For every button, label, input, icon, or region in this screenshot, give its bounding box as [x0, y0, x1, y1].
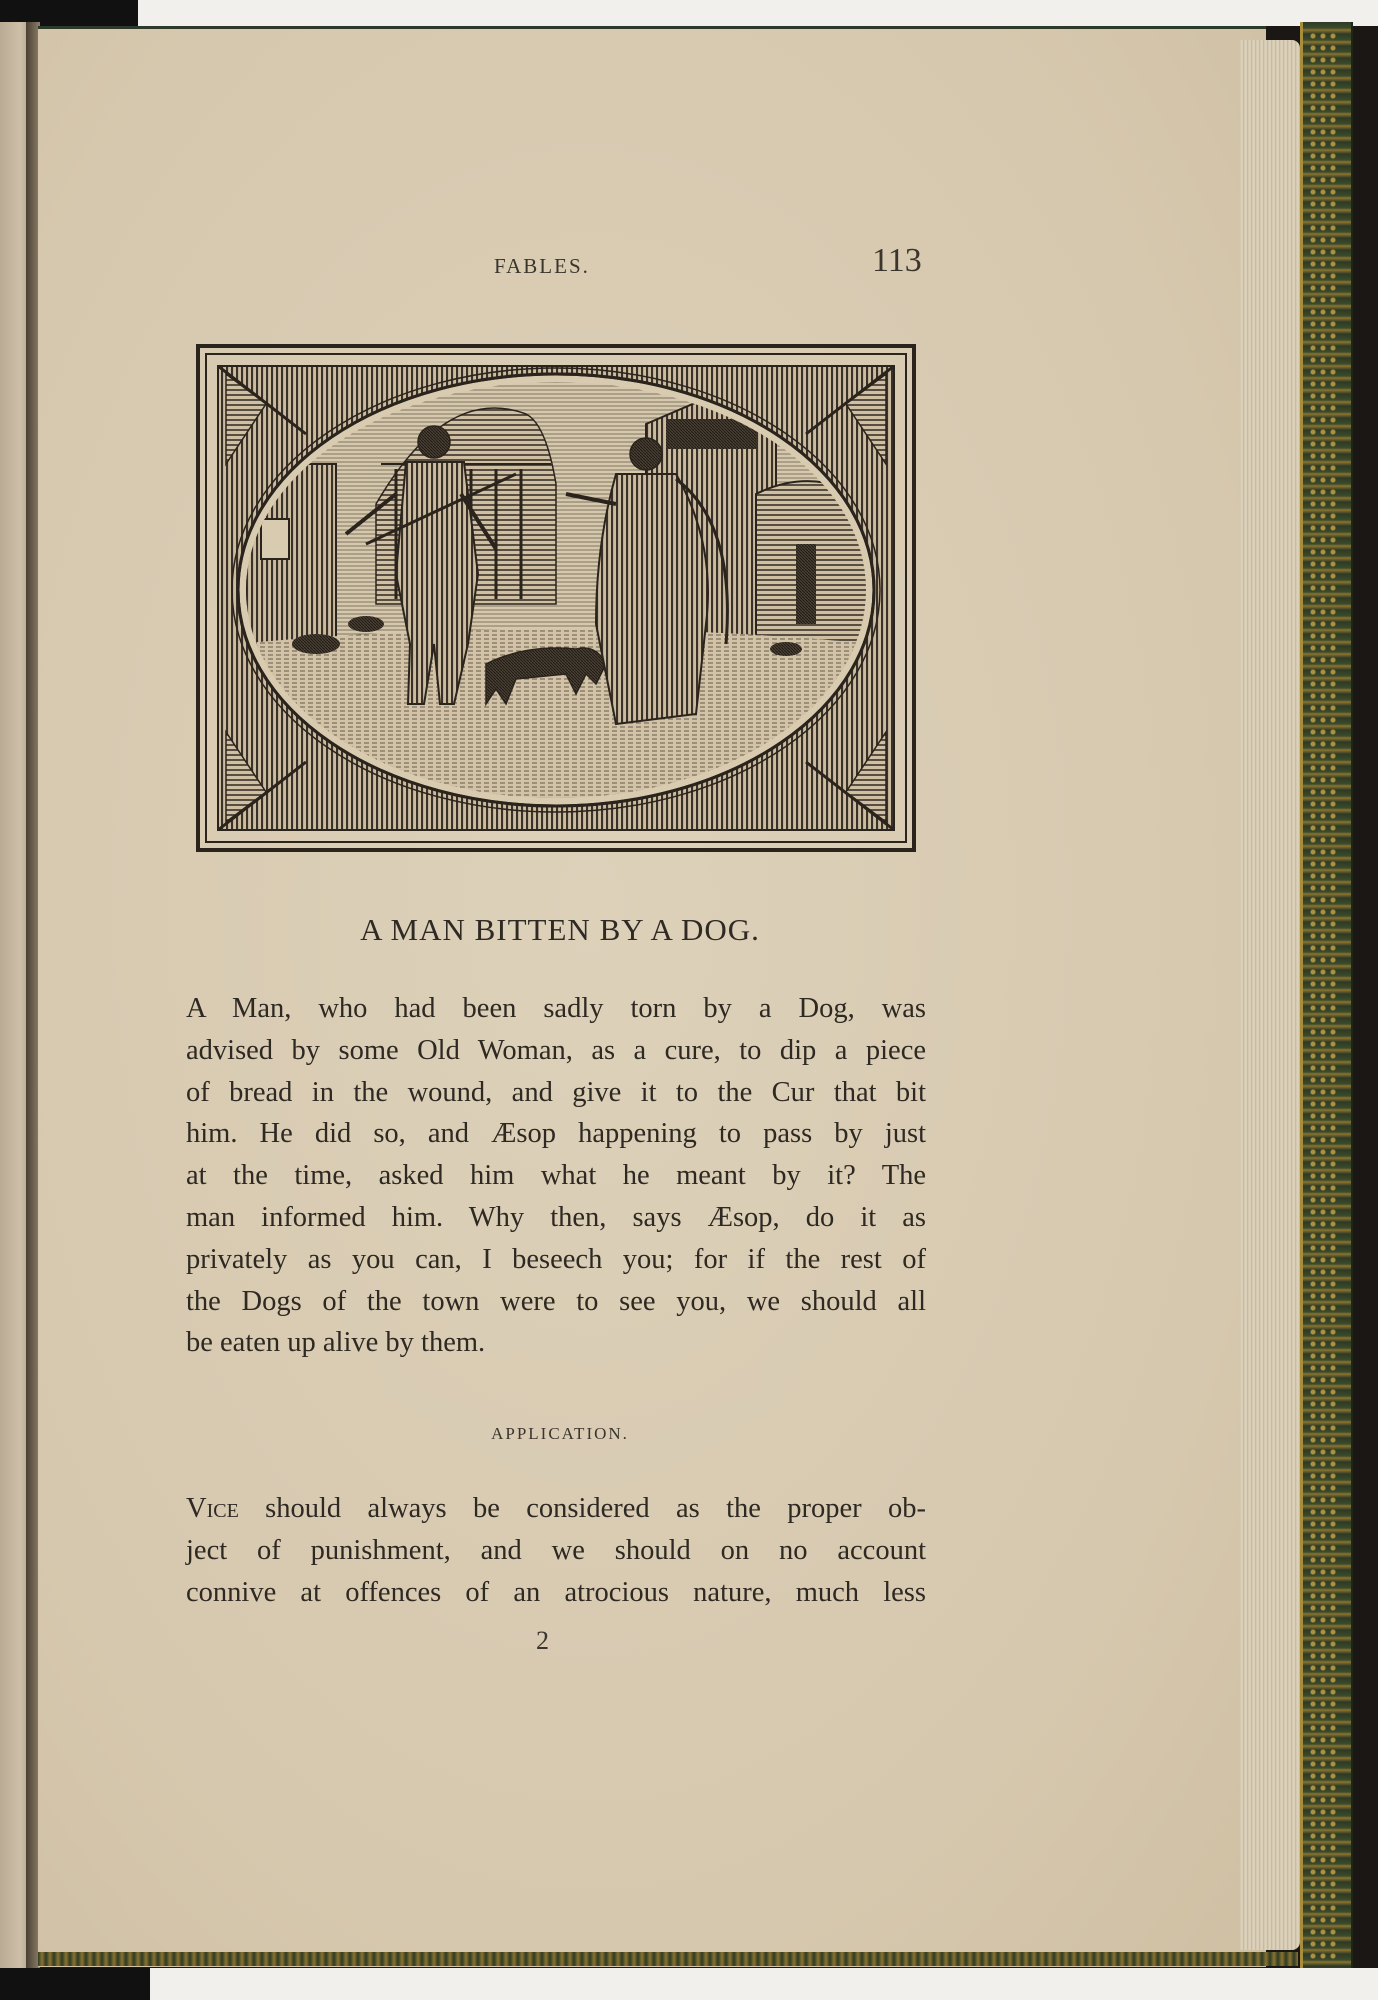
fable-line: advised by some Old Woman, as a cure, to dip a piece: [186, 1034, 926, 1066]
page-fore-edge: [1240, 40, 1300, 1950]
application-line: connive at offences of an atrocious nature, much less: [186, 1576, 926, 1608]
fable-line: be eaten up alive by them.: [186, 1327, 486, 1359]
fable-line: of bread in the wound, and give it to the Cur that bit: [186, 1076, 926, 1108]
cover-bottom-trim: [38, 1952, 1298, 1966]
application-line: ject of punishment, and we should on no account: [186, 1534, 926, 1566]
application-heading: APPLICATION.: [491, 1424, 629, 1443]
scan-bottom-dark-corner: [0, 1968, 150, 2000]
application-line: [186, 1488, 926, 1530]
scan-bottom-margin: [0, 1968, 1378, 2000]
running-head-title: FABLES.: [494, 254, 590, 278]
fable-line: at the time, asked him what he meant by it? The: [186, 1160, 926, 1192]
application-text: [186, 1488, 926, 1613]
fable-line: the Dogs of the town were to see you, we should all: [186, 1285, 926, 1317]
gilt-tooling-pattern: [1308, 30, 1340, 1960]
fable-line: A Man, who had been sadly torn by a Dog, was: [186, 993, 926, 1024]
application-first-word: Vice: [186, 1493, 239, 1524]
fable-line: him. He did so, and Æsop happening to pass by just: [186, 1118, 926, 1150]
fable-text: [186, 988, 926, 1364]
fable-line: man informed him. Why then, says Æsop, do it as: [186, 1201, 926, 1233]
printer-signature-mark: 2: [536, 1626, 549, 1655]
engraving-man-dog-aesop-icon: [196, 344, 916, 852]
fable-title: A MAN BITTEN BY A DOG.: [360, 912, 760, 947]
page-number: 113: [872, 242, 922, 279]
fable-line: privately as you can, I beseech you; for if the rest of: [186, 1243, 926, 1275]
scan-top-margin: [0, 0, 1378, 26]
application-first-line-rest: should always be considered as the proper ob-: [238, 1493, 926, 1524]
